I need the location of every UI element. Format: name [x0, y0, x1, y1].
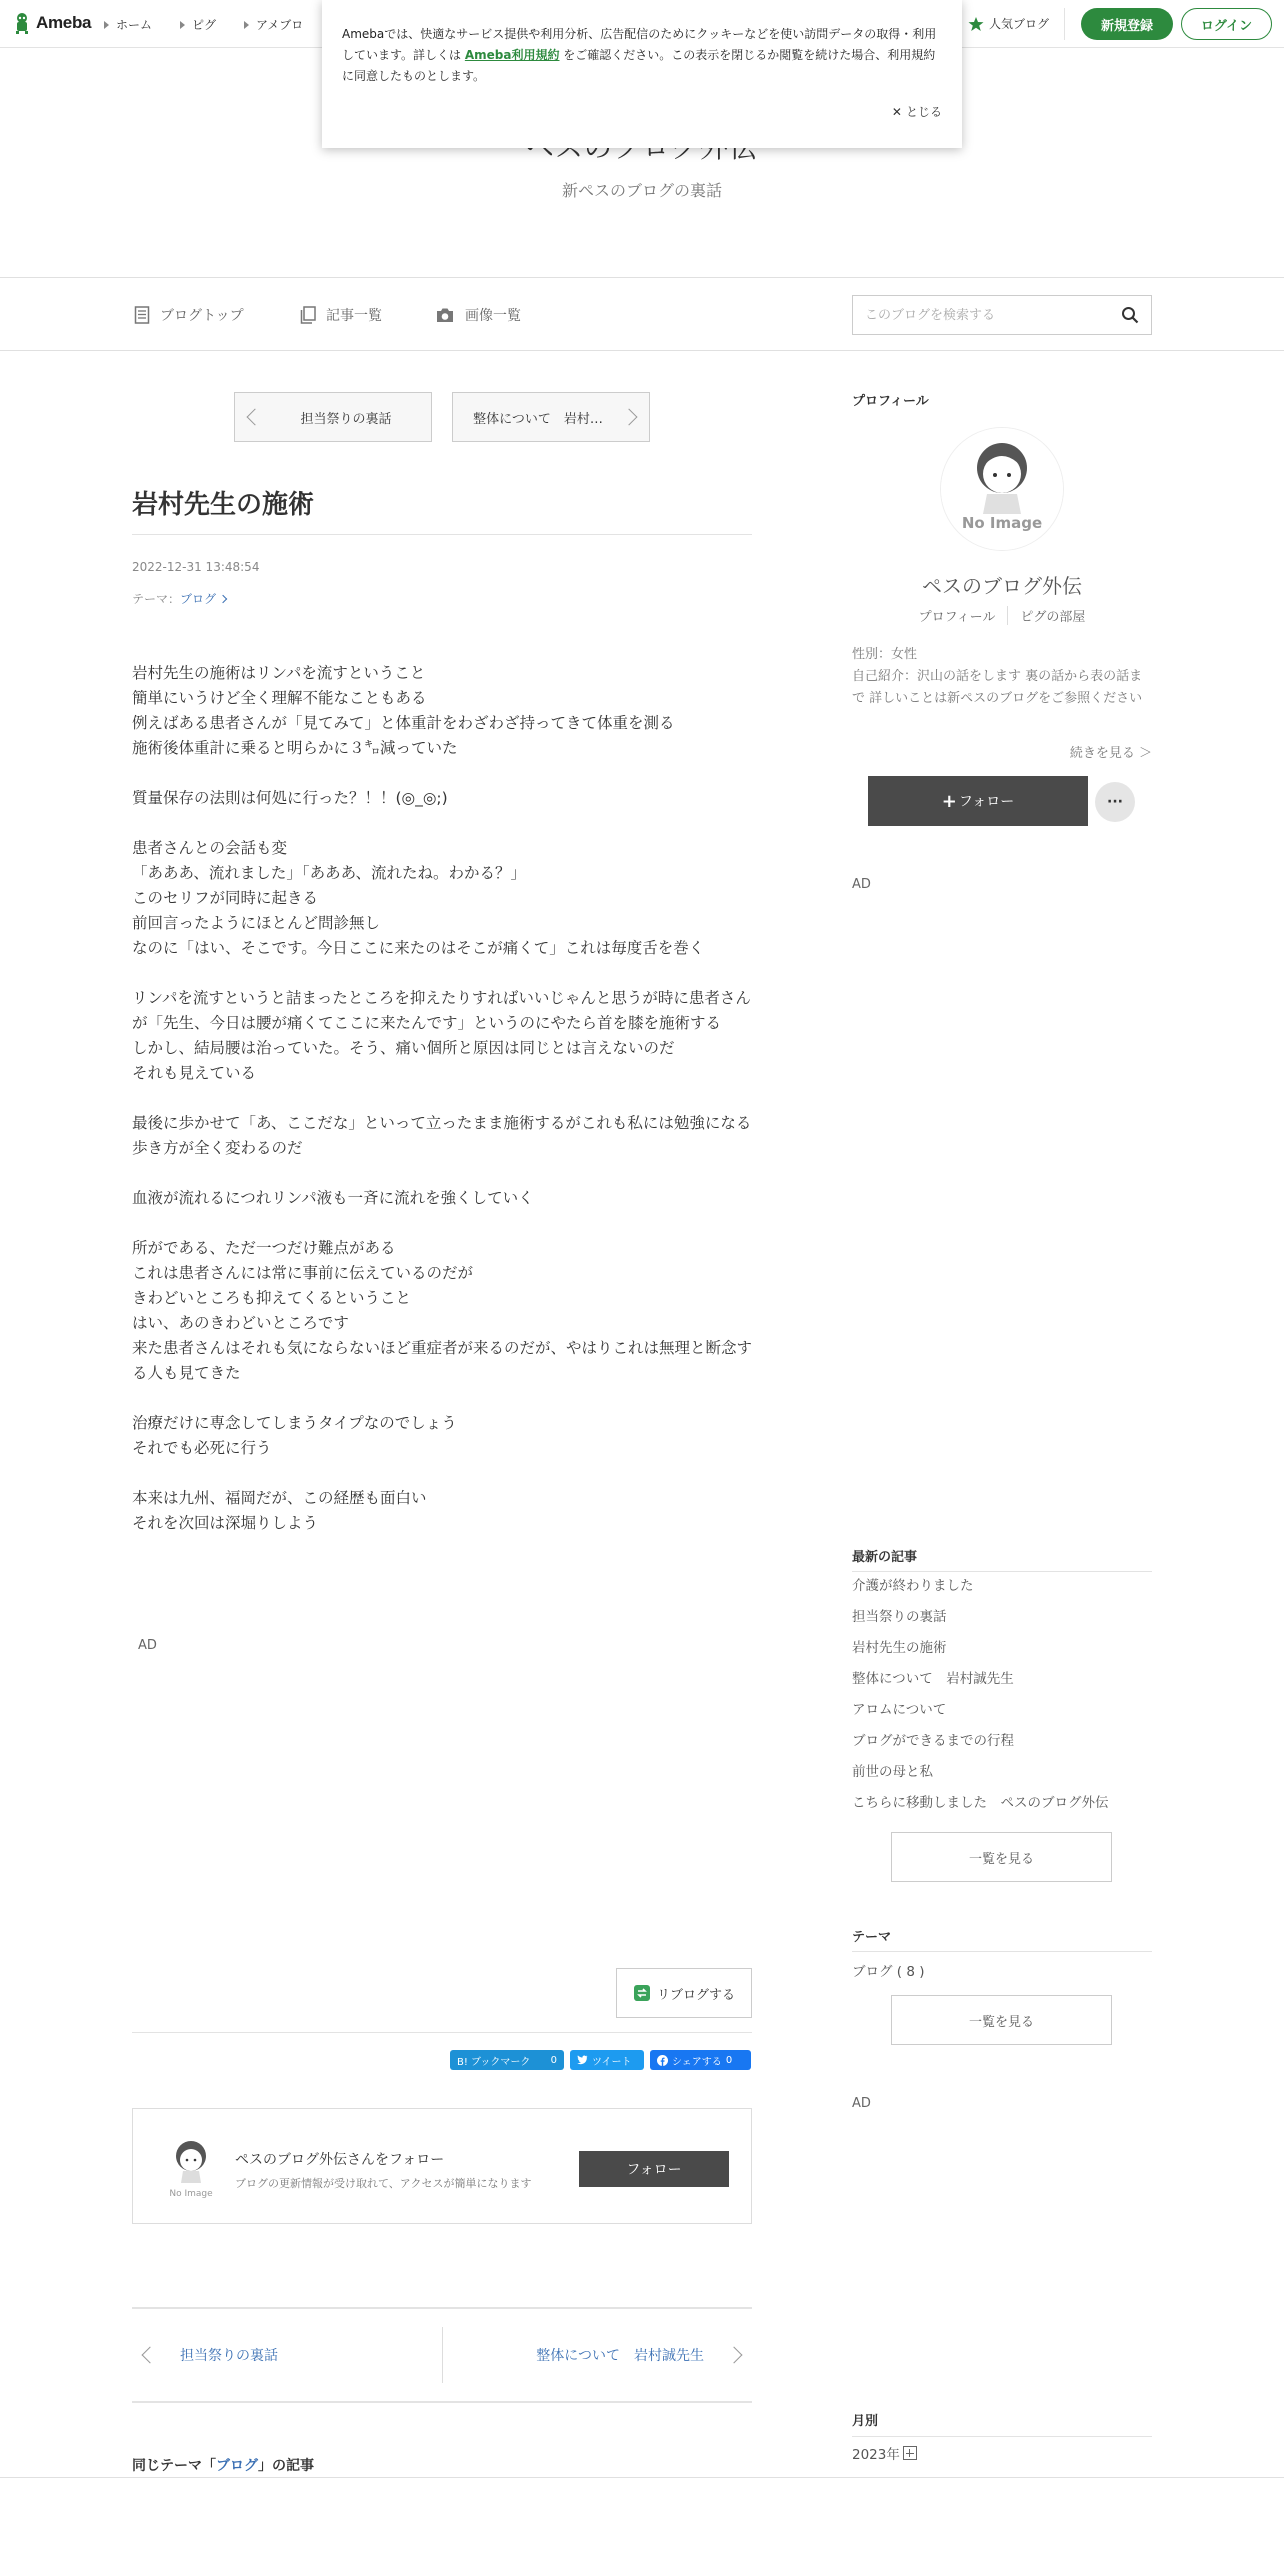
- prev-entry-button[interactable]: [234, 392, 432, 442]
- body-line: このセリフが同時に起きる: [132, 889, 319, 907]
- pager-next-label: 整体について 岩村誠先生: [536, 2348, 704, 2364]
- read-more-link[interactable]: 続きを見る ＞: [1069, 746, 1152, 761]
- monthly-item-label: 2023年: [852, 2447, 900, 2463]
- body-spacer: [132, 811, 754, 836]
- body-line: 来た患者さんはそれも気にならないほど重症者が来るのだが、やはりこれは無理と断念する人も見てきた: [132, 1339, 753, 1382]
- body-spacer: [132, 961, 754, 986]
- body-line: 前回言ったようにほとんど問診無し: [132, 914, 381, 932]
- tweet-button[interactable]: [570, 2050, 644, 2070]
- recent-entry-link[interactable]: 岩村先生の施術: [852, 1640, 947, 1656]
- recent-entry-link[interactable]: 介護が終わりました: [852, 1578, 974, 1594]
- body-line: 質量保存の法則は何処に行った？！！(◎_◎;): [132, 789, 448, 807]
- pager-next-link[interactable]: [443, 2309, 752, 2401]
- ameba-logo[interactable]: [12, 11, 91, 35]
- body-spacer: [132, 1386, 754, 1411]
- hatena-bookmark-button[interactable]: [450, 2050, 564, 2070]
- sidebar-follow-button[interactable]: [868, 776, 1088, 826]
- more-options-button[interactable]: ···: [1095, 782, 1135, 822]
- search-icon[interactable]: [1121, 306, 1139, 324]
- themes-divider: [852, 1951, 1152, 1952]
- body-spacer: [132, 1161, 754, 1186]
- entry-theme-link[interactable]: ブログ: [180, 592, 217, 606]
- body-spacer: [132, 1211, 754, 1236]
- entry-theme: [132, 590, 226, 607]
- hatena-label: B! ブックマーク: [457, 2056, 531, 2068]
- themes-view-all-button[interactable]: 一覧を見る: [891, 1995, 1112, 2045]
- pager-prev-label: 担当祭りの裏話: [180, 2348, 278, 2364]
- body-line: それも見えている: [132, 1064, 257, 1082]
- profile-name[interactable]: ペスのブログ外伝: [922, 574, 1082, 598]
- no-image-avatar-icon: [163, 2137, 219, 2187]
- recent-entry-link[interactable]: 整体について 岩村誠先生: [852, 1671, 1014, 1687]
- monthly-divider: [852, 2436, 1152, 2437]
- nav-home[interactable]: [104, 16, 152, 33]
- profile-avatar[interactable]: [941, 428, 1063, 550]
- body-line: 治療だけに専念してしまうタイプなのでしょう: [132, 1414, 457, 1432]
- reblog-label: リブログする: [656, 1987, 735, 2003]
- body-spacer: [132, 1461, 754, 1486]
- facebook-share-button[interactable]: [650, 2050, 751, 2070]
- nav-pigg[interactable]: [180, 16, 216, 33]
- follow-description: ブログの更新情報が受け取れて、アクセスが簡単になります: [235, 2177, 532, 2190]
- follow-box: [132, 2108, 752, 2224]
- monthly-item-2023[interactable]: [852, 2443, 917, 2463]
- body-spacer: [132, 761, 754, 786]
- entry-date: 2022-12-31 13:48:54: [132, 560, 260, 574]
- follow-button[interactable]: フォロー: [579, 2151, 729, 2187]
- cookie-close-button[interactable]: [892, 102, 942, 123]
- body-line: なのに「はい、そこです。今日ここに来たのはそこが痛くて」これは毎度舌を巻く: [132, 939, 705, 957]
- body-line: 本来は九州、福岡だが、この経歴も面白い: [132, 1489, 427, 1507]
- profile-intro: 自己紹介：沢山の話をします 裏の話から表の話まで 詳しいことは新ペスのブログをご参照ください: [852, 669, 1143, 706]
- body-line: 血液が流れるにつれリンパ液も一斉に流れを強くしていく: [132, 1189, 534, 1207]
- reblog-divider: [132, 2032, 752, 2033]
- profile-link[interactable]: プロフィール: [918, 610, 996, 625]
- profile-links: [852, 606, 1152, 625]
- chevron-left-icon: [142, 2347, 159, 2364]
- same-theme-prefix: 同じテーマ「: [132, 2458, 216, 2474]
- body-spacer: [132, 1086, 754, 1111]
- body-line: これは患者さんには常に事前に伝えているのだが: [132, 1264, 474, 1282]
- nav-blog-top-label: ブログトップ: [160, 308, 244, 324]
- nav-image-list[interactable]: [435, 305, 521, 325]
- footer-divider: [0, 2477, 1284, 2478]
- plus-icon: +: [941, 790, 957, 812]
- same-theme-suffix: 」の記事: [258, 2458, 314, 2474]
- follow-name: ペスのブログ外伝さんをフォロー: [235, 2152, 445, 2168]
- body-line: 最後に歩かせて「あ、ここだな」といって立ったまま施術するがこれも私には勉強になる: [132, 1114, 752, 1132]
- popular-blog-link[interactable]: [968, 15, 1049, 32]
- body-line: きわどいところも抑えてくるということ: [132, 1289, 412, 1307]
- facebook-count: 0: [725, 2054, 733, 2066]
- sidebar-ad-label: AD: [852, 877, 871, 892]
- no-image-text: No Image: [961, 514, 1043, 532]
- body-line: 患者さんとの会話も変: [132, 839, 288, 857]
- chevron-right-icon: [621, 409, 638, 426]
- body-line: 歩き方が全く変わるのだ: [132, 1139, 303, 1157]
- body-line: 所がである、ただ一つだけ難点がある: [132, 1239, 396, 1257]
- chevron-right-icon: [219, 594, 227, 602]
- chevron-right-icon: [726, 2347, 743, 2364]
- nav-arrow-icon: [104, 21, 109, 29]
- share-buttons: [450, 2050, 751, 2070]
- star-icon: [968, 16, 984, 32]
- recent-entry-link[interactable]: 前世の母と私: [852, 1764, 933, 1780]
- body-line: それを次回は深堀りしよう: [132, 1514, 319, 1532]
- themes-heading: テーマ: [852, 1930, 892, 1945]
- recent-entries-list: [852, 1576, 1152, 1824]
- twitter-bird-icon: [577, 2055, 588, 2065]
- nav-entry-list[interactable]: [300, 305, 382, 325]
- recent-view-all-button[interactable]: 一覧を見る: [891, 1832, 1112, 1882]
- profile-gender: 性別：女性: [852, 647, 918, 662]
- recent-entry-link[interactable]: ブログができるまでの行程: [852, 1733, 1014, 1749]
- recent-entry-link[interactable]: 担当祭りの裏話: [852, 1609, 947, 1625]
- ameba-mascot-icon: [12, 11, 32, 35]
- blog-subtitle: 新ペスのブログの裏話: [561, 181, 722, 200]
- tweet-label: ツイート: [592, 2056, 632, 2068]
- next-entry-button[interactable]: [452, 392, 650, 442]
- nav-home-label: ホーム: [116, 18, 153, 32]
- sidebar-follow-label: フォロー: [958, 794, 1015, 810]
- facebook-label: シェアする: [672, 2056, 722, 2068]
- blog-nav: [0, 278, 1284, 351]
- profile-meta: [852, 644, 1154, 710]
- sidebar-ad-label-2: AD: [852, 2096, 871, 2111]
- ad-label: AD: [138, 1638, 157, 1653]
- entry-body: [132, 661, 754, 1536]
- nav-image-list-label: 画像一覧: [465, 308, 521, 324]
- hatena-count: 0: [550, 2054, 557, 2066]
- facebook-icon: [657, 2055, 668, 2066]
- body-line: 岩村先生の施術はリンパを流すということ: [132, 664, 426, 682]
- nav-entry-list-label: 記事一覧: [326, 308, 382, 324]
- monthly-heading: 月別: [852, 2414, 879, 2429]
- same-theme-link[interactable]: ブログ: [216, 2458, 258, 2474]
- close-icon: ✕: [891, 105, 902, 119]
- reblog-button[interactable]: [616, 1968, 752, 2018]
- pager-prev-link[interactable]: [132, 2309, 442, 2401]
- camera-icon: [435, 307, 455, 323]
- document-icon: [134, 306, 150, 324]
- popular-blog-label: 人気ブログ: [989, 17, 1050, 31]
- recent-entry-link[interactable]: アロムについて: [852, 1702, 947, 1718]
- profile-heading: プロフィール: [852, 394, 929, 409]
- logo-text: Ameba: [36, 13, 92, 32]
- entry-theme-label: テーマ：: [132, 592, 181, 606]
- cookie-text-after: をご確認ください。この表示を閉じるか閲覧を続けた場合、利用規約に同意したものとします。: [342, 48, 936, 83]
- body-line: はい、あのきわどいところです: [132, 1314, 349, 1332]
- next-entry-label: 整体について 岩村…: [473, 411, 603, 427]
- body-line: それでも必死に行う: [132, 1439, 272, 1457]
- expand-icon[interactable]: [903, 2446, 917, 2460]
- nav-blog-top[interactable]: [134, 305, 244, 325]
- recent-divider: [852, 1571, 1152, 1572]
- nav-arrow-icon: [180, 21, 185, 29]
- recent-heading: 最新の記事: [852, 1550, 918, 1565]
- same-theme-heading: [132, 2455, 314, 2475]
- header-divider: [1064, 8, 1065, 40]
- body-line: 例えばある患者さんが「見てみて」と体重計をわざわざ持ってきて体重を測る: [132, 714, 675, 732]
- body-line: しかし、結局腰は治っていた。そう、痛い個所と原因は同じとは言えないのだ: [132, 1039, 675, 1057]
- nav-ameblo-label: アメブロ: [256, 18, 304, 32]
- cookie-close-label: とじる: [905, 105, 942, 119]
- theme-item[interactable]: ブログ ( 8 ): [852, 1964, 925, 1980]
- body-line: リンパを流すというと詰まったところを抑えたりすればいいじゃんと思うが時に患者さんが「先生、今日は腰が痛くてここに来たんです」というのにやたら首を膝を施術する: [132, 989, 751, 1032]
- reblog-icon: [633, 1984, 651, 2002]
- pigg-room-link[interactable]: ピグの部屋: [1007, 606, 1097, 625]
- no-image-text: No Image: [169, 2189, 213, 2199]
- prev-entry-label: 担当祭りの裏話: [300, 411, 392, 427]
- cookie-notice: [322, 0, 962, 148]
- body-line: 簡単にいうけど全く理解不能なこともある: [132, 689, 427, 707]
- copy-icon: [300, 306, 316, 324]
- login-button[interactable]: ログイン: [1181, 8, 1272, 40]
- blog-search-box: [852, 295, 1152, 335]
- nav-arrow-icon: [244, 21, 249, 29]
- terms-link[interactable]: Ameba利用規約: [464, 48, 560, 62]
- blog-search-input[interactable]: [865, 308, 1121, 323]
- entry-title: 岩村先生の施術: [132, 490, 315, 520]
- global-nav: [104, 16, 303, 33]
- body-line: 施術後体重計に乗ると明らかに３㌔減っていた: [132, 739, 458, 757]
- signup-button[interactable]: 新規登録: [1081, 8, 1173, 40]
- nav-pigg-label: ピグ: [192, 18, 217, 32]
- body-line: 「あああ、流れました」「あああ、流れたね。わかる？」: [132, 864, 527, 882]
- no-image-avatar: [163, 2137, 219, 2199]
- entry-pager: [132, 2307, 752, 2403]
- cookie-text-before: Amebaでは、快適なサービス提供や利用分析、広告配信のためにクッキーなどを使い訪問データの取得・利用しています。詳しくは: [342, 27, 937, 62]
- title-divider: [132, 534, 752, 535]
- recent-entry-link[interactable]: こちらに移動しました ペスのブログ外伝: [852, 1795, 1109, 1811]
- nav-ameblo[interactable]: [244, 16, 303, 33]
